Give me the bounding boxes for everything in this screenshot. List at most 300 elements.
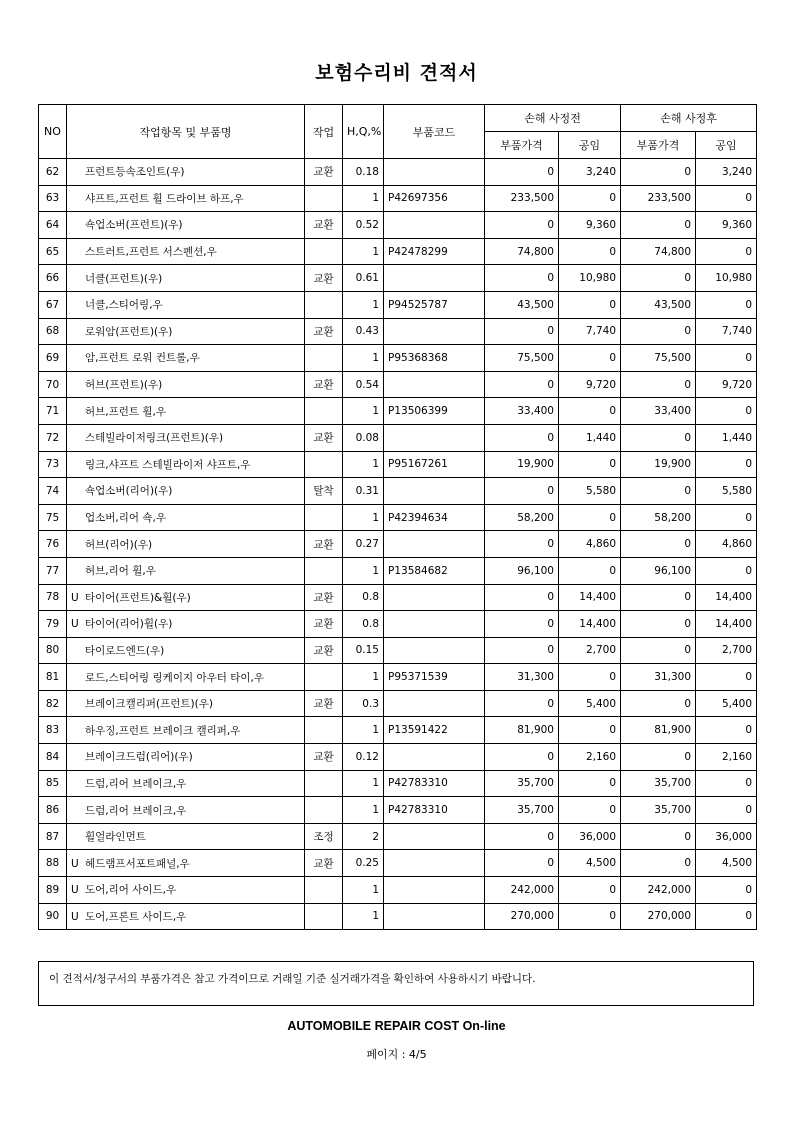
cell-after-labor: 14,400 [696,611,757,638]
cell-code [384,478,485,505]
cell-work: 교환 [305,424,343,451]
cell-after-part-price: 0 [621,611,696,638]
cell-before-labor: 14,400 [559,611,621,638]
table-row [39,637,757,664]
cell-item-label: 쇽업소버(리어)(우) [85,485,173,498]
cell-item [67,451,305,478]
cell-before-labor: 0 [559,291,621,318]
cell-code: P42783310 [384,770,485,797]
cell-before-part-price: 0 [485,823,559,850]
table-row [39,557,757,584]
cell-before-part-price: 0 [485,690,559,717]
cell-item [67,557,305,584]
cell-code: P13591422 [384,717,485,744]
cell-after-part-price: 0 [621,424,696,451]
cell-after-part-price: 0 [621,823,696,850]
cell-work [305,717,343,744]
table-row [39,690,757,717]
cell-work [305,797,343,824]
cell-before-labor: 0 [559,185,621,212]
cell-hq: 0.25 [343,850,384,877]
cell-hq: 1 [343,770,384,797]
table-row [39,318,757,345]
cell-item [67,371,305,398]
table-row [39,212,757,239]
cell-no: 63 [39,185,67,212]
table-row [39,265,757,292]
cell-after-labor: 0 [696,238,757,265]
table-row [39,159,757,186]
cell-item-label: 암,프런트 로워 컨트롤,우 [85,352,200,365]
cell-before-part-price: 233,500 [485,185,559,212]
cell-after-labor: 0 [696,797,757,824]
cell-no: 82 [39,690,67,717]
cell-after-labor: 2,160 [696,744,757,771]
cell-after-labor: 0 [696,877,757,904]
cell-before-labor: 2,160 [559,744,621,771]
cell-before-part-price: 0 [485,212,559,239]
cell-hq: 0.3 [343,690,384,717]
cell-after-part-price: 31,300 [621,664,696,691]
cell-code [384,903,485,930]
cell-no: 87 [39,823,67,850]
cell-no: 70 [39,371,67,398]
cell-no: 77 [39,557,67,584]
cell-after-part-price: 58,200 [621,504,696,531]
cell-item-label: 타이로드엔드(우) [85,644,165,657]
cell-code [384,159,485,186]
cell-after-part-price: 19,900 [621,451,696,478]
cell-item [67,212,305,239]
cell-item-label: 쇽업소버(프런트)(우) [85,219,183,232]
cell-after-part-price: 0 [621,265,696,292]
cell-before-labor: 7,740 [559,318,621,345]
cell-after-part-price: 0 [621,584,696,611]
cell-work: 교환 [305,690,343,717]
cell-after-part-price: 0 [621,744,696,771]
cell-item-label: 허브,리어 휠,우 [85,565,156,578]
cell-before-part-price: 0 [485,850,559,877]
cell-code [384,531,485,558]
footer-brand: AUTOMOBILE REPAIR COST On-line [287,1019,506,1033]
cell-before-part-price: 0 [485,424,559,451]
cell-after-labor: 4,500 [696,850,757,877]
cell-code [384,212,485,239]
cell-after-labor: 5,580 [696,478,757,505]
table-row [39,584,757,611]
cell-work: 교환 [305,744,343,771]
cell-work: 조정 [305,823,343,850]
cell-item-label: 샤프트,프런트 휠 드라이브 하프,우 [85,192,244,205]
table-row [39,664,757,691]
cell-no: 68 [39,318,67,345]
cell-work [305,185,343,212]
cell-before-part-price: 35,700 [485,770,559,797]
cell-code [384,850,485,877]
cell-item [67,584,305,611]
cell-work [305,903,343,930]
cell-item-label: 너클(프런트)(우) [85,272,163,285]
cell-code: P95368368 [384,345,485,372]
cell-item [67,664,305,691]
cell-code: P42697356 [384,185,485,212]
cell-work [305,398,343,425]
cell-no: 69 [39,345,67,372]
cell-no: 86 [39,797,67,824]
estimate-table [38,104,757,930]
cell-after-part-price: 0 [621,159,696,186]
cell-after-part-price: 270,000 [621,903,696,930]
cell-item [67,531,305,558]
cell-code [384,744,485,771]
cell-item [67,611,305,638]
cell-after-labor: 9,720 [696,371,757,398]
cell-no: 66 [39,265,67,292]
table-row [39,850,757,877]
cell-before-labor: 5,580 [559,478,621,505]
cell-code [384,690,485,717]
cell-no: 81 [39,664,67,691]
cell-code [384,611,485,638]
cell-work: 교환 [305,265,343,292]
header-after-labor: 공임 [696,132,757,159]
cell-item-label: 헤드램프서포트패널,우 [85,857,190,870]
cell-after-labor: 5,400 [696,690,757,717]
table-row [39,478,757,505]
table-row [39,770,757,797]
cell-after-labor: 1,440 [696,424,757,451]
cell-before-part-price: 0 [485,265,559,292]
cell-code [384,424,485,451]
header-hq: H,Q,% [343,105,384,159]
cell-after-part-price: 81,900 [621,717,696,744]
table-row [39,877,757,904]
cell-item [67,717,305,744]
cell-after-part-price: 233,500 [621,185,696,212]
cell-work: 교환 [305,584,343,611]
cell-before-labor: 0 [559,238,621,265]
cell-item-label: 도어,프론트 사이드,우 [85,910,187,923]
cell-work [305,770,343,797]
cell-after-labor: 0 [696,770,757,797]
cell-after-part-price: 35,700 [621,797,696,824]
cell-no: 71 [39,398,67,425]
cell-work: 교환 [305,318,343,345]
cell-after-labor: 0 [696,398,757,425]
cell-hq: 1 [343,398,384,425]
cell-after-labor: 0 [696,451,757,478]
cell-after-labor: 14,400 [696,584,757,611]
cell-after-part-price: 0 [621,850,696,877]
cell-item-label: 링크,샤프트 스테빌라이저 샤프트,우 [85,458,251,471]
cell-work [305,345,343,372]
cell-item [67,185,305,212]
header-before: 손해 사정전 [485,105,621,132]
cell-before-labor: 0 [559,345,621,372]
table-row [39,744,757,771]
cell-item [67,265,305,292]
cell-before-labor: 0 [559,797,621,824]
cell-hq: 0.12 [343,744,384,771]
cell-after-labor: 36,000 [696,823,757,850]
cell-hq: 1 [343,345,384,372]
cell-work: 교환 [305,159,343,186]
cell-before-part-price: 0 [485,159,559,186]
cell-after-labor: 2,700 [696,637,757,664]
cell-item [67,877,305,904]
cell-after-part-price: 0 [621,212,696,239]
cell-before-part-price: 75,500 [485,345,559,372]
cell-hq: 1 [343,238,384,265]
cell-before-labor: 36,000 [559,823,621,850]
cell-before-labor: 1,440 [559,424,621,451]
cell-after-labor: 0 [696,664,757,691]
cell-before-part-price: 58,200 [485,504,559,531]
cell-item-label: 허브(리어)(우) [85,538,153,551]
cell-before-part-price: 0 [485,531,559,558]
cell-code: P42478299 [384,238,485,265]
cell-item-label: 타이어(리어)휠(우) [85,618,173,631]
cell-before-labor: 0 [559,557,621,584]
cell-before-part-price: 81,900 [485,717,559,744]
cell-after-labor: 4,860 [696,531,757,558]
cell-before-labor: 0 [559,451,621,478]
cell-hq: 1 [343,451,384,478]
cell-before-part-price: 0 [485,371,559,398]
table-row [39,291,757,318]
cell-hq: 1 [343,903,384,930]
cell-before-labor: 3,240 [559,159,621,186]
cell-code: P95167261 [384,451,485,478]
cell-item [67,318,305,345]
cell-code: P42394634 [384,504,485,531]
cell-work [305,291,343,318]
cell-after-labor: 0 [696,557,757,584]
cell-code [384,318,485,345]
header-work: 작업 [305,105,343,159]
cell-no: 83 [39,717,67,744]
cell-code: P13506399 [384,398,485,425]
cell-code [384,823,485,850]
cell-code [384,584,485,611]
cell-before-part-price: 31,300 [485,664,559,691]
cell-item-label: 브레이크드럼(리어)(우) [85,751,193,764]
table-row [39,424,757,451]
header-item: 작업항목 및 부품명 [67,105,305,159]
table-row [39,345,757,372]
cell-after-part-price: 0 [621,637,696,664]
cell-work: 교환 [305,531,343,558]
cell-code: P42783310 [384,797,485,824]
cell-no: 62 [39,159,67,186]
cell-no: 80 [39,637,67,664]
header-code: 부품코드 [384,105,485,159]
cell-item [67,478,305,505]
cell-no: 85 [39,770,67,797]
cell-no: 88 [39,850,67,877]
table-row [39,398,757,425]
cell-before-part-price: 74,800 [485,238,559,265]
header-before-part-price: 부품가격 [485,132,559,159]
cell-item [67,345,305,372]
cell-after-part-price: 43,500 [621,291,696,318]
cell-hq: 0.08 [343,424,384,451]
cell-work: 교환 [305,850,343,877]
cell-hq: 0.15 [343,637,384,664]
cell-after-part-price: 0 [621,690,696,717]
cell-work [305,504,343,531]
cell-hq: 1 [343,717,384,744]
cell-no: 72 [39,424,67,451]
table-row [39,238,757,265]
cell-before-part-price: 35,700 [485,797,559,824]
cell-work [305,238,343,265]
cell-after-labor: 9,360 [696,212,757,239]
cell-no: 76 [39,531,67,558]
cell-work: 탈착 [305,478,343,505]
cell-item [67,797,305,824]
cell-before-part-price: 0 [485,318,559,345]
cell-after-part-price: 0 [621,478,696,505]
estimate-rows [39,159,757,930]
cell-work: 교환 [305,637,343,664]
cell-item-label: 너클,스티어링,우 [85,299,163,312]
cell-flag: U [71,910,79,923]
cell-before-part-price: 96,100 [485,557,559,584]
cell-code [384,371,485,398]
cell-before-part-price: 0 [485,744,559,771]
cell-no: 74 [39,478,67,505]
cell-hq: 1 [343,664,384,691]
cell-hq: 0.18 [343,159,384,186]
cell-item [67,159,305,186]
cell-item-label: 허브,프런트 휠,우 [85,405,167,418]
cell-item [67,850,305,877]
table-row [39,903,757,930]
cell-hq: 0.8 [343,611,384,638]
cell-item [67,690,305,717]
cell-hq: 0.31 [343,478,384,505]
cell-after-part-price: 242,000 [621,877,696,904]
table-row [39,371,757,398]
cell-after-labor: 0 [696,717,757,744]
cell-no: 73 [39,451,67,478]
cell-item-label: 프런트등속조인트(우) [85,166,185,179]
cell-item [67,770,305,797]
cell-item-label: 타이어(프런트)&휠(우) [85,591,191,604]
cell-hq: 1 [343,557,384,584]
cell-before-part-price: 0 [485,584,559,611]
cell-no: 89 [39,877,67,904]
cell-before-part-price: 0 [485,478,559,505]
cell-before-part-price: 19,900 [485,451,559,478]
cell-hq: 0.52 [343,212,384,239]
cell-no: 79 [39,611,67,638]
cell-flag: U [71,618,79,631]
cell-item [67,823,305,850]
cell-work [305,664,343,691]
cell-item-label: 업소버,리어 쇽,우 [85,512,167,525]
cell-before-labor: 0 [559,903,621,930]
table-row [39,504,757,531]
cell-before-labor: 2,700 [559,637,621,664]
cell-item [67,903,305,930]
cell-after-part-price: 33,400 [621,398,696,425]
cell-item-label: 드럼,리어 브레이크,우 [85,804,187,817]
cell-no: 78 [39,584,67,611]
cell-hq: 1 [343,877,384,904]
cell-after-labor: 0 [696,185,757,212]
cell-before-part-price: 0 [485,637,559,664]
cell-after-part-price: 75,500 [621,345,696,372]
header-no: NO [39,105,67,159]
cell-after-labor: 0 [696,291,757,318]
cell-item-label: 휠얼라인먼트 [85,831,146,844]
cell-hq: 2 [343,823,384,850]
cell-after-part-price: 74,800 [621,238,696,265]
cell-work: 교환 [305,371,343,398]
cell-item-label: 브레이크캘리퍼(프런트)(우) [85,698,213,711]
cell-hq: 0.43 [343,318,384,345]
document-title: 보험수리비 견적서 [315,62,478,84]
cell-before-labor: 10,980 [559,265,621,292]
cell-hq: 0.61 [343,265,384,292]
cell-code: P94525787 [384,291,485,318]
cell-after-labor: 7,740 [696,318,757,345]
cell-before-labor: 5,400 [559,690,621,717]
cell-item-label: 로워암(프런트)(우) [85,325,173,338]
cell-hq: 0.54 [343,371,384,398]
cell-before-labor: 0 [559,398,621,425]
cell-item-label: 스테빌라이저링크(프런트)(우) [85,432,224,445]
cell-before-labor: 0 [559,770,621,797]
cell-before-part-price: 0 [485,611,559,638]
cell-item-label: 도어,리어 사이드,우 [85,884,177,897]
cell-item-label: 하우징,프런트 브레이크 캘리퍼,우 [85,724,241,737]
cell-hq: 1 [343,504,384,531]
page-number: 페이지 : 4/5 [366,1048,427,1061]
cell-item [67,744,305,771]
cell-before-labor: 14,400 [559,584,621,611]
cell-after-labor: 0 [696,903,757,930]
table-row [39,797,757,824]
cell-item-label: 허브(프런트)(우) [85,379,163,392]
cell-hq: 0.27 [343,531,384,558]
table-row [39,611,757,638]
cell-item [67,398,305,425]
cell-after-labor: 3,240 [696,159,757,186]
cell-before-part-price: 33,400 [485,398,559,425]
cell-hq: 1 [343,797,384,824]
cell-item [67,424,305,451]
cell-before-labor: 0 [559,504,621,531]
header-before-labor: 공임 [559,132,621,159]
cell-before-labor: 0 [559,717,621,744]
cell-work: 교환 [305,212,343,239]
table-row [39,823,757,850]
cell-code: P95371539 [384,664,485,691]
table-row [39,717,757,744]
cell-flag: U [71,857,79,870]
cell-code [384,637,485,664]
cell-after-part-price: 35,700 [621,770,696,797]
cell-code [384,265,485,292]
cell-no: 65 [39,238,67,265]
cell-no: 90 [39,903,67,930]
cell-before-part-price: 270,000 [485,903,559,930]
cell-no: 84 [39,744,67,771]
cell-flag: U [71,591,79,604]
